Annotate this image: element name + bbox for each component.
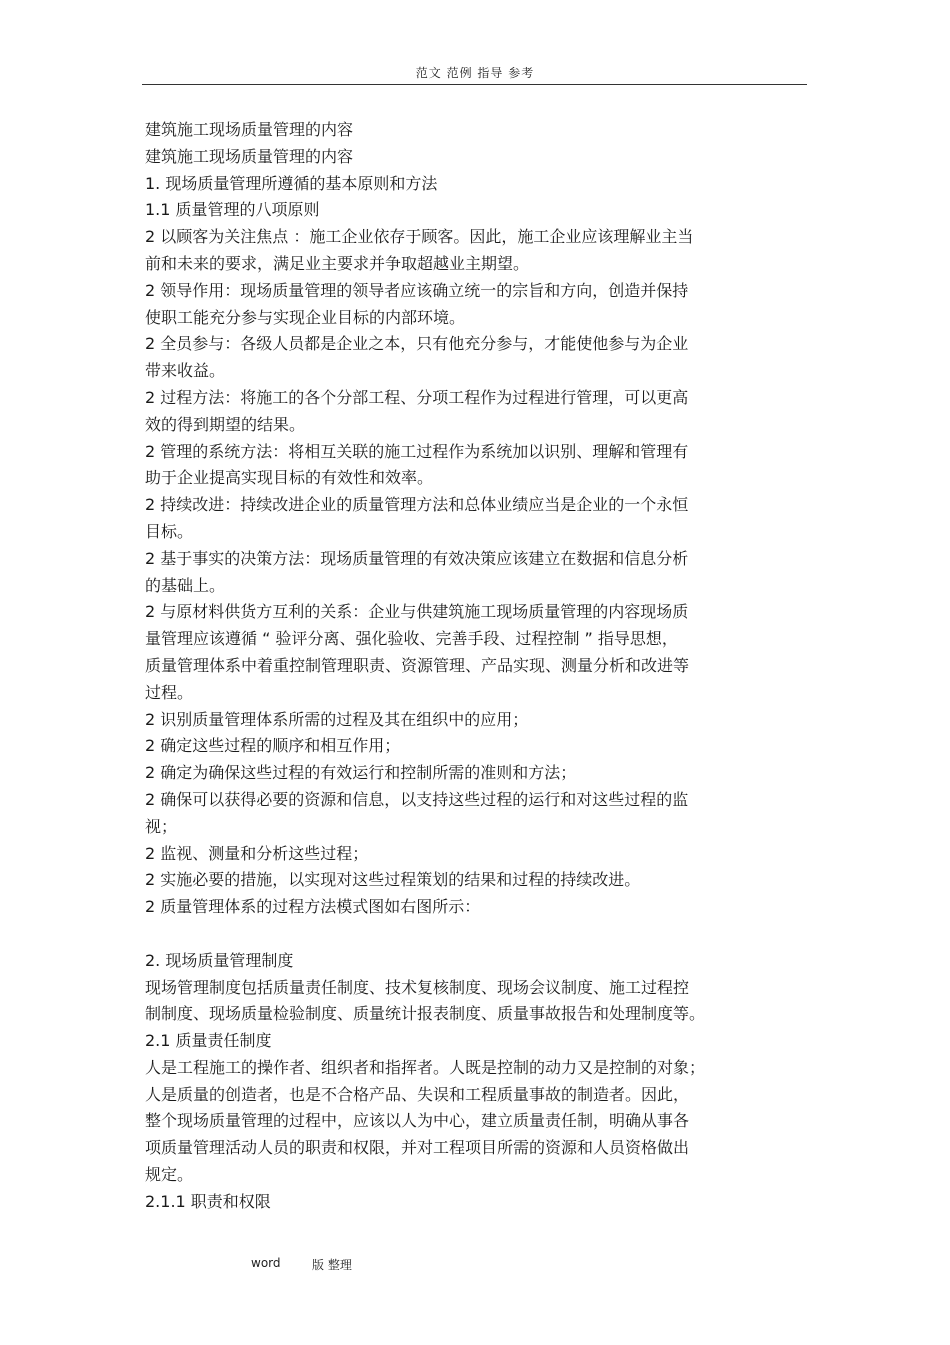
text-line: 制制度、现场质量检验制度、质量统计报表制度、质量事故报告和处理制度等。 [145, 1004, 706, 1024]
footer-label: 版 整理 [312, 1258, 352, 1272]
text-line: 质量管理体系中着重控制管理职责、资源管理、产品实现、测量分析和改进等 [145, 655, 690, 675]
text-line: 2 识别质量管理体系所需的过程及其在组织中的应用； [145, 709, 529, 729]
header-divider [142, 84, 807, 85]
text-line: 视； [145, 816, 178, 836]
section-heading-1: 1. 现场质量管理所遵循的基本原则和方法 [145, 173, 438, 193]
section-heading-2: 2. 现场质量管理制度 [145, 950, 294, 970]
text-line: 2 管理的系统方法：将相互关联的施工过程作为系统加以识别、理解和管理有 [145, 441, 689, 461]
text-line: 项质量管理活动人员的职责和权限，并对工程项目所需的资源和人员资格做出 [145, 1138, 690, 1158]
page-header: 范文 范例 指导 参考 [415, 66, 535, 80]
text-line: 量管理应该遵循 “ 验评分离、强化验收、完善手段、过程控制 ” 指导思想， [145, 629, 678, 649]
text-line: 使职工能充分参与实现企业目标的内部环境。 [145, 307, 466, 327]
blank-line [145, 921, 795, 948]
text-line: 2 过程方法：将施工的各个分部工程、分项工程作为过程进行管理，可以更高 [145, 387, 689, 407]
subsection-heading-1-1: 1.1 质量管理的八项原则 [145, 200, 320, 220]
text-line: 现场管理制度包括质量责任制度、技术复核制度、现场会议制度、施工过程控 [145, 977, 690, 997]
text-line: 的基础上。 [145, 575, 226, 595]
text-line: 前和未来的要求，满足业主要求并争取超越业主期望。 [145, 253, 530, 273]
text-line: 人是工程施工的操作者、组织者和指挥者。人既是控制的动力又是控制的对象； [145, 1057, 706, 1077]
text-line: 人是质量的创造者，也是不合格产品、失误和工程质量事故的制造者。因此， [145, 1084, 690, 1104]
text-line: 效的得到期望的结果。 [145, 414, 306, 434]
text-line: 2 监视、测量和分析这些过程； [145, 843, 369, 863]
text-line: 2 全员参与：各级人员都是企业之本，只有他充分参与，才能使他参与为企业 [145, 334, 689, 354]
text-line: 规定。 [145, 1165, 194, 1185]
footer-word: word [251, 1256, 281, 1270]
text-line: 2 持续改进：持续改进企业的质量管理方法和总体业绩应当是企业的一个永恒 [145, 495, 689, 515]
subsection-heading-2-1-1: 2.1.1 职责和权限 [145, 1191, 271, 1211]
text-line: 2 以顾客为关注焦点 ：施工企业依存于顾客。因此，施工企业应该理解业主当 [145, 227, 694, 247]
text-line: 2 确定为确保这些过程的有效运行和控制所需的准则和方法； [145, 763, 577, 783]
text-line: 2 质量管理体系的过程方法模式图如右图所示： [145, 897, 481, 917]
doc-subtitle: 建筑施工现场质量管理的内容 [145, 146, 354, 166]
text-line: 目标。 [145, 521, 194, 541]
text-line: 2 确保可以获得必要的资源和信息，以支持这些过程的运行和对这些过程的监 [145, 789, 689, 809]
text-line: 2 基于事实的决策方法：现场质量管理的有效决策应该建立在数据和信息分析 [145, 548, 689, 568]
text-line: 带来收益。 [145, 361, 226, 381]
text-line: 过程。 [145, 682, 194, 702]
page-footer [0, 1256, 950, 1274]
text-line: 2 领导作用：现场质量管理的领导者应该确立统一的宗旨和方向，创造并保持 [145, 280, 689, 300]
text-line: 2 与原材料供货方互利的关系：企业与供建筑施工现场质量管理的内容现场质 [145, 602, 689, 622]
text-line: 整个现场质量管理的过程中，应该以人为中心，建立质量责任制，明确从事各 [145, 1111, 690, 1131]
doc-title: 建筑施工现场质量管理的内容 [145, 120, 354, 139]
subsection-heading-2-1: 2.1 质量责任制度 [145, 1031, 272, 1051]
text-line: 2 实施必要的措施，以实现对这些过程策划的结果和过程的持续改进。 [145, 870, 641, 890]
text-line: 2 确定这些过程的顺序和相互作用； [145, 736, 401, 756]
document-body [145, 117, 795, 1216]
text-line: 助于企业提高实现目标的有效性和效率。 [145, 468, 434, 488]
